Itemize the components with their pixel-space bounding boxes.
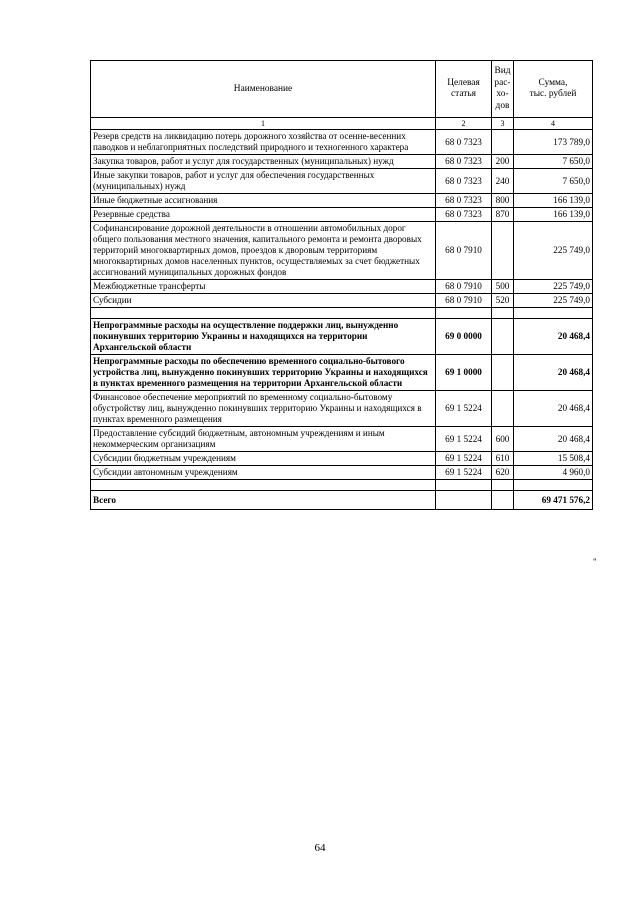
column-number-row [91,118,593,130]
empty-cell [91,480,436,491]
header-sum-line2: тыс. рублей [529,89,577,99]
table-row [91,294,593,308]
row-sum: 15 508,4 [514,452,593,466]
row-name: Предоставление субсидий бюджетным, автономным учреждениям и иным некоммерческим организациям [91,427,436,452]
header-stat [436,61,492,118]
empty-cell [91,308,436,319]
row-stat: 68 0 7323 [436,194,492,208]
budget-table [90,60,593,510]
row-stat: 68 0 7323 [436,169,492,194]
spacer-row [91,480,593,491]
row-stat: 68 0 7323 [436,208,492,222]
row-stat: 68 0 7323 [436,155,492,169]
empty-cell [492,480,514,491]
row-name: Субсидии бюджетным учреждениям [91,452,436,466]
row-sum: 225 749,0 [514,280,593,294]
header-stat-line1: Целевая [447,78,480,88]
row-vid: 870 [492,208,514,222]
table-row [91,130,593,155]
header-sum-line1: Сумма, [538,78,568,88]
row-name: Закупка товаров, работ и услуг для государственных (муниципальных) нужд [91,155,436,169]
header-stat-line2: статья [451,89,476,99]
row-stat: 68 0 7910 [436,280,492,294]
spacer-row [91,308,593,319]
row-sum: 7 650,0 [514,169,593,194]
page-number: 64 [314,842,326,854]
table-row [91,194,593,208]
row-vid [492,222,514,280]
row-sum: 225 749,0 [514,222,593,280]
row-name: Резервные средства [91,208,436,222]
row-sum: 20 468,4 [514,355,593,391]
table-row [91,208,593,222]
table-row-section [91,319,593,355]
empty-cell [514,308,593,319]
table-row [91,280,593,294]
empty-cell [514,480,593,491]
table-header-row [91,61,593,118]
row-vid [492,319,514,355]
row-sum: 173 789,0 [514,130,593,155]
row-sum: 20 468,4 [514,427,593,452]
row-stat: 69 1 5224 [436,466,492,480]
row-sum: 7 650,0 [514,155,593,169]
row-name: Резерв средств на ликвидацию потерь дорожного хозяйства от осенне-весенних паводков и неблагоприятных последствий природного и техногенного характера [91,130,436,155]
row-name: Софинансирование дорожной деятельности в отношении автомобильных дорог общего пользования местного значения, капитального ремонта и ремонта дворовых территорий многоквартирных домов, проездов к дворовым территориям многоквартирных домов населенных пунктов, осуществляемых за счет бюджетных ассигнований муниципальных дорожных фондов [91,222,436,280]
row-vid: 520 [492,294,514,308]
row-name: Непрограммные расходы на осуществление поддержки лиц, вынужденно покинувших территорию Украины и находящихся на территории Архангельской области [91,319,436,355]
header-vid: Вид рас- хо- дов [492,61,514,118]
row-name: Иные закупки товаров, работ и услуг для обеспечения государственных (муниципальных) нужд [91,169,436,194]
row-stat: 68 0 7323 [436,130,492,155]
header-sum [514,61,593,118]
table-row-section [91,355,593,391]
row-sum: 166 139,0 [514,208,593,222]
row-stat: 69 1 5224 [436,452,492,466]
row-stat: 69 1 5224 [436,427,492,452]
row-name: Непрограммные расходы по обеспечению временного социально-бытового устройства лиц, вынужденно покинувших территорию Украины и находящихся в пунктах временного размещения на территории Архангельской области [91,355,436,391]
row-sum: 20 468,4 [514,391,593,427]
row-sum: 225 749,0 [514,294,593,308]
row-stat: 68 0 7910 [436,222,492,280]
row-stat: 69 0 0000 [436,319,492,355]
row-vid: 200 [492,155,514,169]
row-vid [492,391,514,427]
row-name: Иные бюджетные ассигнования [91,194,436,208]
total-row [91,491,593,510]
row-name: Субсидии [91,294,436,308]
row-name: Межбюджетные трансферты [91,280,436,294]
header-name: Наименование [91,61,436,118]
row-name: Финансовое обеспечение мероприятий по временному социально-бытовому обустройству лиц, вынужденно покинувших территорию Украины и находящихся в пунктах временного размещения [91,391,436,427]
row-name: Субсидии автономным учреждениям [91,466,436,480]
col-number: 1 [91,118,436,130]
row-stat: 68 0 7910 [436,294,492,308]
table-row [91,452,593,466]
total-label: Всего [91,491,436,510]
row-sum: 20 468,4 [514,319,593,355]
table-row [91,169,593,194]
col-number: 2 [436,118,492,130]
row-sum: 4 960,0 [514,466,593,480]
empty-cell [436,491,492,510]
total-sum: 69 471 576,2 [514,491,593,510]
row-vid: 800 [492,194,514,208]
row-vid: 500 [492,280,514,294]
table-row [91,391,593,427]
row-sum: 166 139,0 [514,194,593,208]
empty-cell [436,308,492,319]
row-vid: 610 [492,452,514,466]
table-row [91,427,593,452]
empty-cell [436,480,492,491]
row-stat: 69 1 0000 [436,355,492,391]
row-vid: 240 [492,169,514,194]
col-number: 4 [514,118,593,130]
table-row [91,222,593,280]
row-vid: 600 [492,427,514,452]
row-vid [492,355,514,391]
table-row [91,155,593,169]
table-row [91,466,593,480]
row-stat: 69 1 5224 [436,391,492,427]
empty-cell [492,308,514,319]
empty-cell [492,491,514,510]
row-vid [492,130,514,155]
col-number: 3 [492,118,514,130]
row-vid: 620 [492,466,514,480]
closing-quote-mark: " [593,557,597,567]
